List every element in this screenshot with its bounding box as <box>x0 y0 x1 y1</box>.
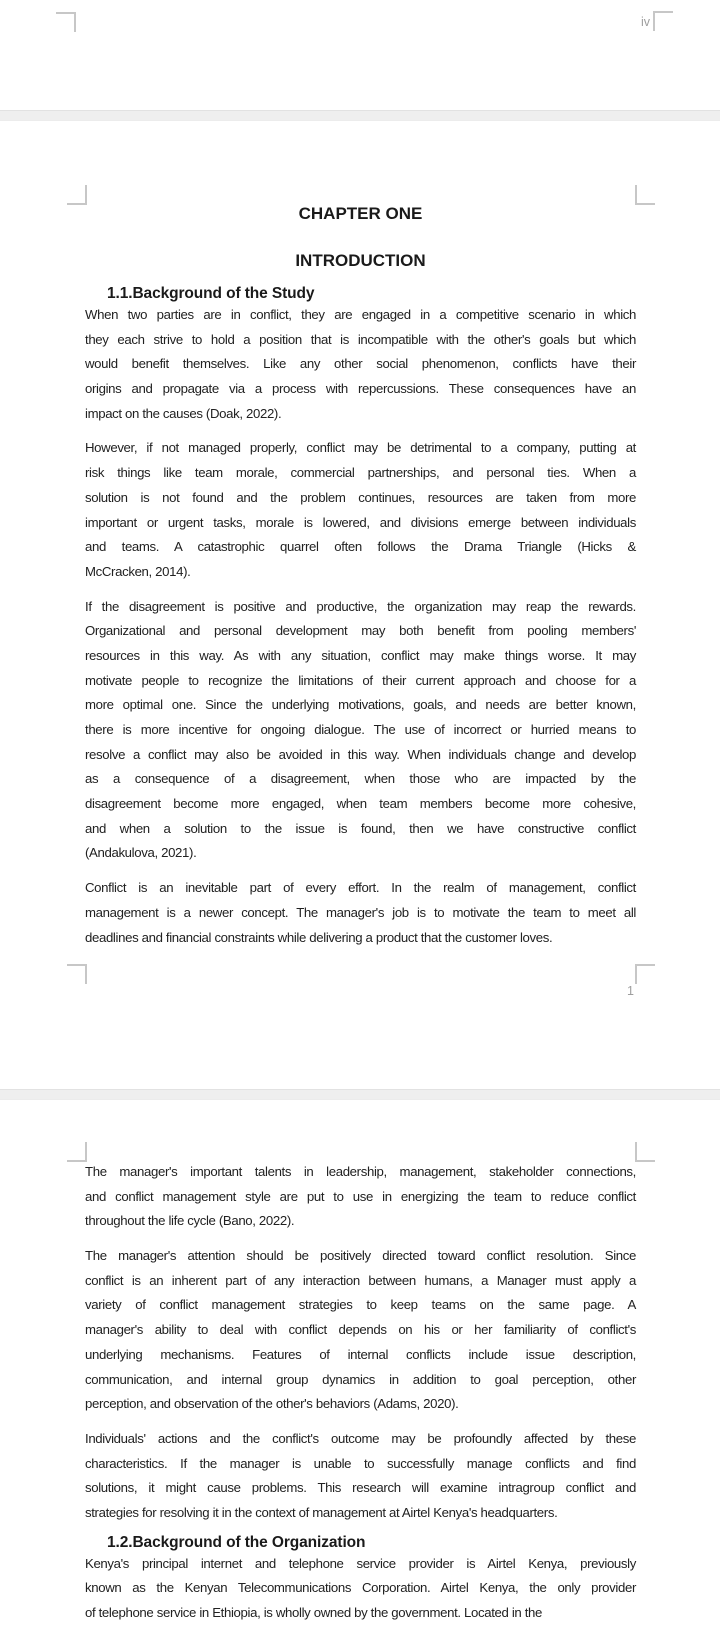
text-line: (Andakulova, 2021). <box>85 845 197 861</box>
paragraph <box>85 1427 636 1526</box>
paragraph <box>85 1160 636 1234</box>
text-line: motivate people to recognize the limitations of their current approach and choose for a <box>85 672 636 688</box>
section-heading-1-1: 1.1.Background of the Study <box>107 285 315 302</box>
section-heading-1-2: 1.2.Background of the Organization <box>107 1533 366 1551</box>
page-number-1: 1 <box>627 984 634 998</box>
text-line: there is more incentive for ongoing dialogue. The use of incorrect or hurried means to <box>85 722 636 737</box>
paragraph <box>85 1552 636 1626</box>
page-one-content <box>85 204 636 950</box>
text-line: underlying mechanisms. Features of internal conflicts include issue description, <box>85 1346 636 1362</box>
text-line: disagreement become more engaged, when team members become more cohesive, <box>85 796 636 812</box>
text-line: conflict is an inherent part of any interaction between humans, a Manager must apply a <box>85 1272 636 1288</box>
text-line: origins and propagate via a process with repercussions. These consequences have an <box>85 381 636 397</box>
text-boundary-mark <box>653 11 673 31</box>
text-line: management is a newer concept. The manager's job is to motivate the team to meet all <box>85 904 636 920</box>
text-line: they each strive to hold a position that is incompatible with the other's goals but which <box>85 331 636 347</box>
text-line: Individuals' actions and the conflict's outcome may be profoundly affected by these <box>85 1430 636 1446</box>
text-line: important or urgent tasks, morale is lowered, and divisions emerge between individuals <box>85 514 636 530</box>
text-line: Kenya's principal internet and telephone service provider is Airtel Kenya, previously <box>85 1555 636 1571</box>
text-boundary-mark <box>56 12 76 32</box>
text-line: and conflict management style are put to use in energizing the team to reduce conflict <box>85 1188 636 1204</box>
page-separator <box>0 110 720 121</box>
text-line: impact on the causes (Doak, 2022). <box>85 405 282 421</box>
page-number-iv: iv <box>640 15 650 29</box>
text-line: more optimal one. Since the underlying motivations, goals, and needs are better known, <box>85 697 636 713</box>
text-line: communication, and internal group dynamics in addition to goal perception, other <box>85 1371 636 1387</box>
page-separator <box>0 1089 720 1100</box>
text-line: However, if not managed properly, conflict may be detrimental to a company, putting at <box>85 440 636 456</box>
text-line: If the disagreement is positive and productive, the organization may reap the rewards. <box>85 598 636 614</box>
text-boundary-mark <box>635 185 655 205</box>
chapter-heading: CHAPTER ONE <box>298 204 423 223</box>
text-boundary-mark <box>635 964 655 984</box>
text-line: resolve a conflict may also be avoided in this way. When individuals change and develop <box>85 746 636 762</box>
paragraph <box>85 595 636 867</box>
text-line: as a consequence of a disagreement, when those who are impacted by the <box>85 771 636 787</box>
text-line: known as the Kenyan Telecommunications Corporation. Airtel Kenya, the only provider <box>85 1580 636 1596</box>
paragraph <box>85 436 636 584</box>
text-line: variety of conflict management strategies to keep teams on the same page. A <box>85 1297 636 1313</box>
text-line: When two parties are in conflict, they are engaged in a competitive scenario in which <box>85 307 636 322</box>
text-line: strategies for resolving it in the context of management at Airtel Kenya's headquarters. <box>85 1504 558 1520</box>
text-line: The manager's important talents in leadership, management, stakeholder connections, <box>85 1164 636 1179</box>
text-line: deadlines and financial constraints while delivering a product that the customer loves. <box>85 929 553 945</box>
page-two-content <box>85 1160 636 1626</box>
text-line: resources in this way. As with any situation, conflict may make things worse. It may <box>85 647 636 663</box>
paragraph <box>85 303 636 426</box>
text-line: solution is not found and the problem continues, resources are taken from more <box>85 489 636 505</box>
text-boundary-mark <box>67 1142 87 1162</box>
text-line: solutions, it might cause problems. This research will examine intragroup conflict and <box>85 1480 636 1496</box>
text-line: characteristics. If the manager is unable to successfully manage conflicts and find <box>85 1455 636 1471</box>
paragraph <box>85 876 636 950</box>
text-line: would benefit themselves. Like any other social phenomenon, conflicts have their <box>85 356 636 372</box>
text-line: McCracken, 2014). <box>85 563 191 579</box>
text-line: and when a solution to the issue is found, then we have constructive conflict <box>85 820 636 836</box>
text-line: and teams. A catastrophic quarrel often follows the Drama Triangle (Hicks & <box>85 539 636 555</box>
text-boundary-mark <box>67 964 87 984</box>
paragraph <box>85 1244 636 1417</box>
text-line: Conflict is an inevitable part of every effort. In the realm of management, conflict <box>85 880 636 896</box>
text-line: throughout the life cycle (Bano, 2022). <box>85 1213 295 1229</box>
text-line: Organizational and personal development may both benefit from pooling members' <box>85 623 636 639</box>
text-boundary-mark <box>67 185 87 205</box>
text-boundary-mark <box>635 1142 655 1162</box>
text-line: perception, and observation of the other's behaviors (Adams, 2020). <box>85 1396 459 1412</box>
text-line: The manager's attention should be positively directed toward conflict resolution. Since <box>85 1248 636 1264</box>
text-line: risk things like team morale, commercial partnerships, and personal ties. When a <box>85 465 636 481</box>
text-line: of telephone service in Ethiopia, is wholly owned by the government. Located in the <box>85 1605 542 1620</box>
chapter-title: INTRODUCTION <box>295 251 426 270</box>
text-line: manager's ability to deal with conflict depends on his or her familiarity of conflict's <box>85 1322 636 1338</box>
